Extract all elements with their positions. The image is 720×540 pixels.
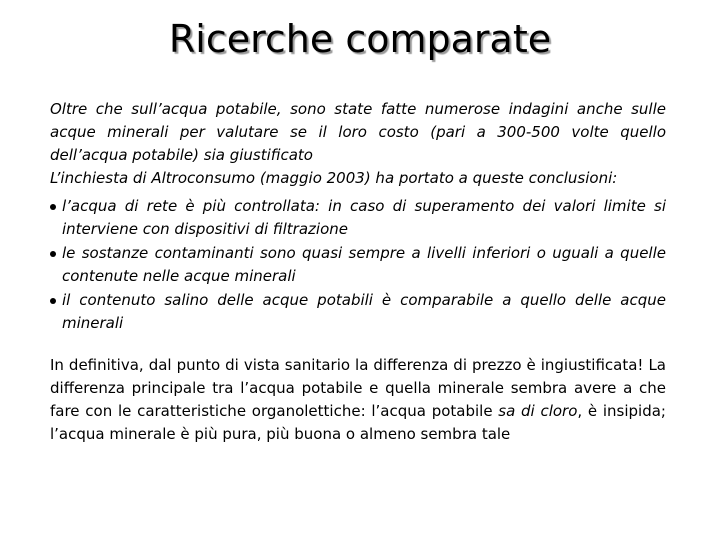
conclusion-emphasis: sa di cloro bbox=[498, 402, 578, 420]
conclusion-text-part2: , è insipida; l’acqua minerale è più pura, più buona o almeno sembra tale bbox=[50, 402, 666, 443]
list-item bbox=[50, 195, 666, 241]
slide-title: Ricerche comparate bbox=[168, 17, 552, 61]
bullet-icon bbox=[50, 298, 56, 304]
conclusion-text-part1: In definitiva, dal punto di vista sanitario la differenza di prezzo è ingiustificata! La differenza principale tra l’acqua potabile e quella minerale sembra avere a che fare con le caratteristiche organolettiche: l’acqua potabile bbox=[50, 356, 666, 420]
conclusion-paragraph bbox=[50, 354, 666, 446]
conclusions-list bbox=[50, 195, 666, 335]
bullet-icon bbox=[50, 251, 56, 257]
list-item-text: il contenuto salino delle acque potabili è comparabile a quello delle acque minerali bbox=[62, 291, 666, 332]
list-item-text: le sostanze contaminanti sono quasi sempre a livelli inferiori o uguali a quelle contenute nelle acque minerali bbox=[62, 244, 666, 285]
intro-paragraph: Oltre che sull’acqua potabile, sono state fatte numerose indagini anche sulle acque minerali per valutare se il loro costo (pari a 300-500 volte quello dell’acqua potabile) sia giustificato bbox=[50, 100, 666, 164]
slide-body bbox=[50, 98, 666, 461]
inquiry-paragraph: L’inchiesta di Altroconsumo (maggio 2003) ha portato a queste conclusioni: bbox=[50, 169, 618, 187]
list-item bbox=[50, 242, 666, 288]
bullet-icon bbox=[50, 204, 56, 210]
list-item bbox=[50, 289, 666, 335]
list-item-text: l’acqua di rete è più controllata: in caso di superamento dei valori limite si interviene con dispositivi di filtrazione bbox=[62, 197, 666, 238]
